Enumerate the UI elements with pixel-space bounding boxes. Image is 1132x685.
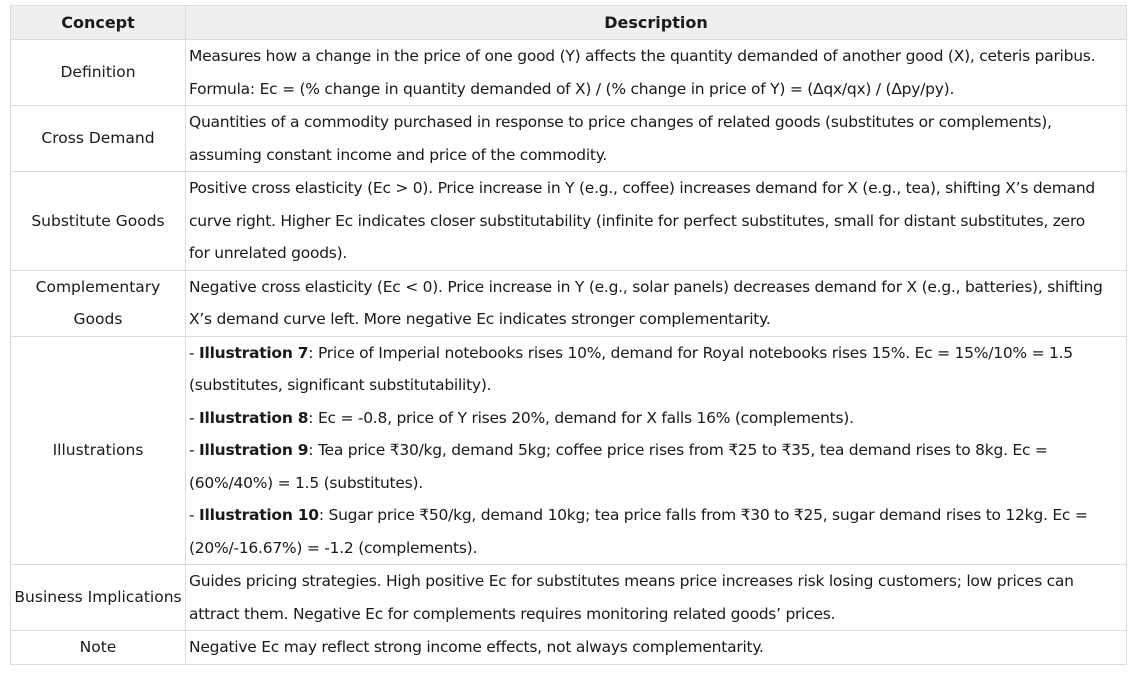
illustration-line [189,434,1124,467]
description-cell [186,40,1127,106]
concept-cell: Complementary Goods [11,270,186,336]
description-line: Negative Ec may reflect strong income effects, not always complementarity. [189,638,764,656]
description-line: Positive cross elasticity (Ec > 0). Price increase in Y (e.g., coffee) increases demand for X (e.g., tea), shifting X’s demand [189,179,1095,197]
illustration-line: (substitutes, significant substitutability). [189,376,492,394]
description-line: Guides pricing strategies. High positive Ec for substitutes means price increases risk losing customers; low prices can [189,572,1074,590]
illustration-text: : Tea price ₹30/kg, demand 5kg; coffee price rises from ₹25 to ₹35, tea demand rises to 8kg. Ec = [308,441,1048,459]
illustration-prefix: - [189,408,200,427]
header-concept: Concept [11,6,186,40]
table-row [11,172,1127,271]
concept-cell: Note [11,631,186,665]
illustration-text: : Sugar price ₹50/kg, demand 10kg; tea price falls from ₹30 to ₹25, sugar demand rises to 12kg. Ec = [318,506,1088,524]
illustration-line [189,337,1124,370]
illustration-text: : Price of Imperial notebooks rises 10%, demand for Royal notebooks rises 15%. Ec = 15%/10% = 1.5 [308,343,1073,362]
illustration-line: (60%/40%) = 1.5 (substitutes). [189,473,423,492]
description-cell [186,336,1127,565]
table-row [11,40,1127,106]
illustration-label: Illustration 7 [199,343,309,362]
table-row [11,106,1127,172]
table-row [11,565,1127,631]
description-line: Negative cross elasticity (Ec < 0). Price increase in Y (e.g., solar panels) decreases demand for X (e.g., batteries), shifting [189,277,1103,296]
illustration-label: Illustration 9 [199,441,309,459]
illustration-line: (20%/-16.67%) = -1.2 (complements). [189,538,478,557]
description-cell [186,106,1127,172]
illustration-prefix: - [189,506,200,524]
illustration-label: Illustration 8 [199,408,309,427]
illustration-line [189,402,1124,435]
illustration-label: Illustration 10 [199,506,319,524]
description-line: for unrelated goods). [189,244,348,262]
description-line: X’s demand curve left. More negative Ec indicates stronger complementarity. [189,310,771,328]
concept-cell: Definition [11,40,186,106]
header-row [11,6,1127,40]
table-container [10,5,1126,665]
table-row [11,336,1127,565]
description-line: Measures how a change in the price of one good (Y) affects the quantity demanded of another good (X), ceteris paribus. [189,47,1096,65]
illustration-prefix: - [189,343,200,362]
illustration-text: : Ec = -0.8, price of Y rises 20%, demand for X falls 16% (complements). [308,408,854,427]
description-cell [186,631,1127,665]
illustration-prefix: - [189,441,200,459]
concept-cell: Business Implications [11,565,186,631]
description-line: Quantities of a commodity purchased in response to price changes of related goods (substitutes or complements), [189,113,1052,131]
description-line: curve right. Higher Ec indicates closer substitutability (infinite for perfect substitutes, small for distant substitutes, zero [189,211,1085,230]
concept-cell: Cross Demand [11,106,186,172]
concept-table [10,5,1127,665]
table-row [11,270,1127,336]
description-cell [186,172,1127,271]
illustration-line [189,499,1124,532]
table-row [11,631,1127,665]
description-line: assuming constant income and price of the commodity. [189,145,608,164]
description-line: attract them. Negative Ec for complements requires monitoring related goods’ prices. [189,604,836,623]
concept-cell: Illustrations [11,336,186,565]
description-cell [186,565,1127,631]
description-cell [186,270,1127,336]
concept-cell: Substitute Goods [11,172,186,271]
header-description: Description [186,6,1127,40]
description-line: Formula: Ec = (% change in quantity demanded of X) / (% change in price of Y) = (Δqx/qx) / (Δpy/py). [189,79,955,98]
